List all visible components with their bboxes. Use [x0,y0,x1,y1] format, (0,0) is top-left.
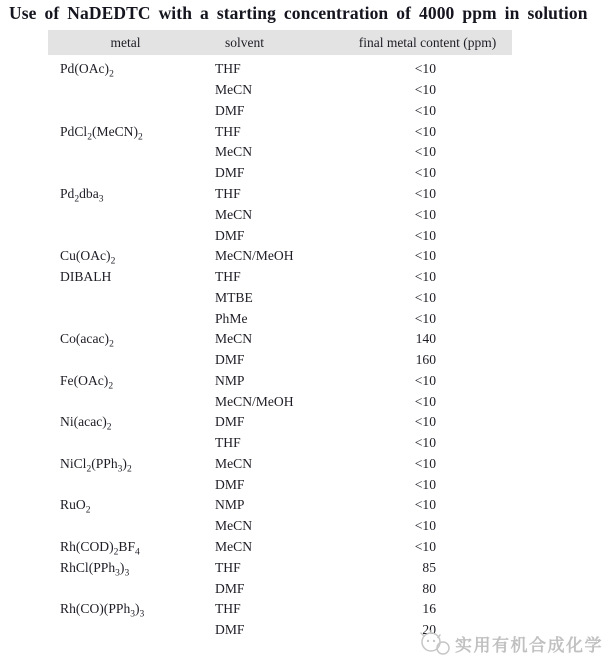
table-row [48,495,512,516]
metal-cell [48,204,203,225]
table-row [48,412,512,433]
content-cell: <10 [414,269,436,285]
solvent-cell: MTBE [215,289,253,305]
solvent-cell: MeCN [215,518,253,534]
table-row [48,121,512,142]
header-row [48,30,512,55]
table-row [48,163,512,184]
table-row [48,557,512,578]
metal-cell: $Fe(OAc)_2$ [60,372,114,392]
content-cell: <10 [414,497,436,513]
metal-cell: RuO$_2$ [60,497,91,517]
metal-cell [48,101,203,122]
metal-cell [48,163,203,184]
metal-cell [48,578,203,599]
content-cell: <10 [414,538,436,554]
table-row [48,287,512,308]
table-row [48,308,512,329]
solvent-cell: THF [215,601,241,617]
table-row [48,204,512,225]
content-cell: <10 [414,102,436,118]
metal-content-table [48,30,512,640]
solvent-cell: THF [215,123,241,139]
solvent-cell: MeCN [215,144,253,160]
metal-cell: $NiCl_2(PPh_3)_2$ [60,455,132,475]
content-cell: 85 [422,559,436,575]
content-cell: <10 [414,310,436,326]
table-row [48,516,512,537]
solvent-cell: DMF [215,580,245,596]
watermark [418,629,603,657]
metal-cell: $Co(acac)_2$ [60,331,114,351]
table-row [48,350,512,371]
content-cell: <10 [414,206,436,222]
table-row [48,474,512,495]
metal-cell: $Rh(COD)_2BF_4$ [60,538,140,558]
metal-cell: DIBALH [60,269,112,285]
solvent-cell: DMF [215,414,245,430]
table-body [48,55,512,640]
solvent-cell: MeCN [215,455,253,471]
watermark-text: 实用有机合成化学 [455,635,603,655]
content-cell: <10 [414,435,436,451]
content-cell: <10 [414,82,436,98]
solvent-cell: MeCN [215,331,253,347]
solvent-cell: THF [215,559,241,575]
solvent-cell: NMP [215,372,245,388]
column-header-metal: metal [48,30,203,55]
table-row [48,537,512,558]
metal-cell [48,620,203,641]
content-cell: <10 [414,455,436,471]
solvent-cell: MeCN [215,206,253,222]
metal-cell [48,142,203,163]
content-cell: <10 [414,289,436,305]
solvent-cell: THF [215,269,241,285]
content-cell: 140 [415,331,436,347]
metal-cell [48,287,203,308]
content-cell: <10 [414,165,436,181]
solvent-cell: DMF [215,476,245,492]
table-row [48,246,512,267]
content-cell: <10 [414,123,436,139]
table-row [48,391,512,412]
table-row [48,433,512,454]
column-header-final-metal-content: final metal content (ppm) [343,30,512,55]
solvent-cell: THF [215,185,241,201]
solvent-cell: DMF [215,352,245,368]
table-row [48,55,512,80]
solvent-cell: DMF [215,227,245,243]
solvent-cell: PhMe [215,310,248,326]
content-cell: <10 [414,393,436,409]
table-row [48,329,512,350]
content-cell: <10 [414,185,436,201]
solvent-cell: DMF [215,165,245,181]
table-title: Use of NaDEDTC with a starting concentration of 4000 ppm in solution [9,3,588,23]
table-row [48,225,512,246]
table-row [48,370,512,391]
content-cell: 80 [422,580,436,596]
metal-cell: $Cu(OAc)_2$ [60,248,116,267]
content-cell: <10 [414,414,436,430]
column-header-solvent: solvent [203,30,343,55]
table-row [48,599,512,620]
solvent-cell: THF [215,61,241,77]
content-cell: 16 [422,601,436,617]
metal-cell [48,350,203,371]
content-cell: <10 [414,144,436,160]
table-header [48,30,512,55]
content-cell: <10 [414,372,436,388]
table-row [48,578,512,599]
content-cell: <10 [414,227,436,243]
solvent-cell: NMP [215,497,245,513]
metal-cell [48,225,203,246]
table-row [48,101,512,122]
content-cell: <10 [414,61,436,77]
metal-cell: $Rh(CO)(PPh_3)_3$ [60,601,145,620]
metal-cell: $Pd(OAc)_2$ [60,61,114,81]
metal-cell [48,80,203,101]
metal-cell [48,308,203,329]
solvent-cell: MeCN/MeOH [215,393,294,409]
content-cell: <10 [414,518,436,534]
table-row [48,454,512,475]
solvent-cell: THF [215,435,241,451]
metal-cell [48,391,203,412]
table-row [48,184,512,205]
table-row [48,142,512,163]
content-cell: <10 [414,248,436,264]
solvent-cell: DMF [215,102,245,118]
metal-cell: $Ni(acac)_2$ [60,414,112,434]
doodle-face-logo-icon [418,629,452,657]
metal-cell: $Pd_2dba_3$ [60,185,104,205]
solvent-cell: DMF [215,622,245,638]
metal-cell: $RhCl(PPh_3)_3$ [60,559,130,579]
solvent-cell: MeCN [215,538,253,554]
metal-cell [48,433,203,454]
content-cell: 160 [415,352,436,368]
table-row [48,80,512,101]
solvent-cell: MeCN/MeOH [215,248,294,264]
content-cell: 20 [422,622,436,638]
metal-cell: $PdCl_2(MeCN)_2$ [60,123,143,143]
metal-cell [48,474,203,495]
table-row [48,267,512,288]
solvent-cell: MeCN [215,82,253,98]
metal-cell [48,516,203,537]
content-cell: <10 [414,476,436,492]
